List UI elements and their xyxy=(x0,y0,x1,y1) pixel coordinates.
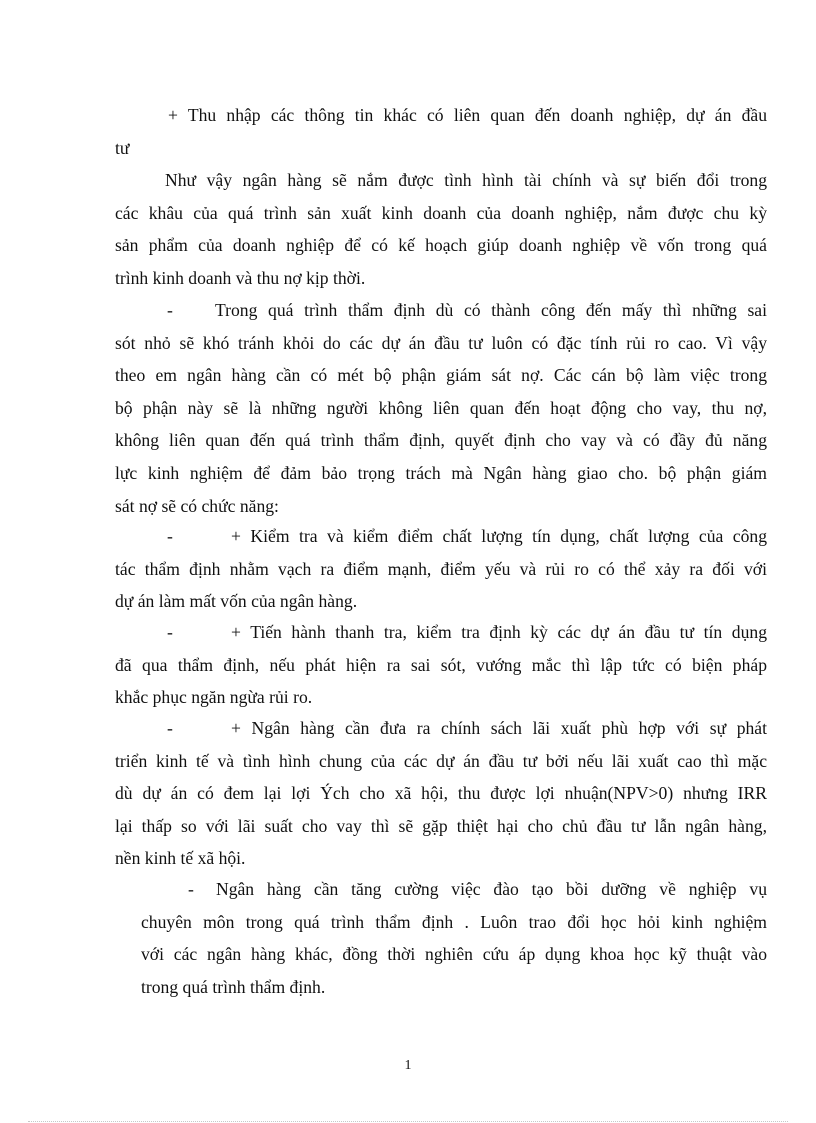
paragraph-line: với các ngân hàng khác, đồng thời nghiên cứu áp dụng khoa học kỹ thuật vào xyxy=(141,944,767,965)
paragraph-line: lực kinh nghiệm để đảm bảo trọng trách mà Ngân hàng giao cho. bộ phận giám xyxy=(115,462,767,483)
paragraph-line-text: + Tiến hành thanh tra, kiểm tra định kỳ các dự án đầu tư tín dụng xyxy=(231,622,767,642)
paragraph-line: dự án làm mất vốn của ngân hàng. xyxy=(115,591,358,612)
paragraph-nhu-vay xyxy=(115,164,767,294)
paragraph-line: sót nhỏ sẽ khó tránh khỏi do các dự án đầu tư luôn có đặc tính rủi ro cao. Vì vậy xyxy=(115,332,767,353)
paragraph-line-text: + Kiểm tra và kiểm điểm chất lượng tín dụng, chất lượng của công xyxy=(231,526,767,546)
paragraph-line: khắc phục ngăn ngừa rủi ro. xyxy=(115,687,313,708)
paragraph-line-text: Ngân hàng cần tăng cường việc đào tạo bồi dưỡng về nghiệp vụ xyxy=(216,879,767,899)
paragraph-line-text: + Ngân hàng cần đưa ra chính sách lãi xuất phù hợp với sự phát xyxy=(231,718,767,738)
paragraph-giam-sat-no xyxy=(115,294,767,522)
list-dash: - xyxy=(167,718,173,738)
paragraph-line: nền kinh tế xã hội. xyxy=(115,848,246,869)
paragraph-line-text: Trong quá trình thẩm định dù có thành công đến mấy thì những sai xyxy=(215,300,767,320)
paragraph-line: tư xyxy=(115,137,130,158)
list-dash: - xyxy=(167,300,173,320)
list-dash: - xyxy=(167,526,173,546)
paragraph-line: sản phẩm của doanh nghiệp để có kế hoạch giúp doanh nghiệp về vốn trong quá xyxy=(115,235,767,256)
paragraph-kiem-tra xyxy=(115,520,767,618)
paragraph-line: không liên quan đến quá trình thẩm định, quyết định cho vay và có đầy đủ năng xyxy=(115,430,767,451)
paragraph-line: chuyên môn trong quá trình thẩm định . Luôn trao đổi học hỏi kinh nghiệm xyxy=(141,911,767,932)
paragraph-line xyxy=(115,712,767,745)
paragraph-line: bộ phận này sẽ là những người không liên quan đến hoạt động cho vay, thu nợ, xyxy=(115,397,767,418)
paragraph-lai-xuat xyxy=(115,712,767,875)
page-number: 1 xyxy=(404,1058,412,1073)
paragraph-line: đã qua thẩm định, nếu phát hiện ra sai sót, vướng mắc thì lập tức có biện pháp xyxy=(115,654,767,675)
paragraph-line: lại thấp so với lãi suất cho vay thì sẽ gặp thiệt hại cho chủ đầu tư lẫn ngân hàng, xyxy=(115,815,767,836)
list-dash: - xyxy=(188,879,194,899)
paragraph-line: triển kinh tế và tình hình chung của các dự án đầu tư bởi nếu lãi xuất cao thì mặc xyxy=(115,750,767,771)
paragraph-line: trong quá trình thẩm định. xyxy=(141,976,326,997)
paragraph-dao-tao xyxy=(141,873,767,1003)
paragraph-line xyxy=(141,873,767,906)
paragraph-line: tác thẩm định nhằm vạch ra điểm mạnh, điểm yếu và rủi ro có thể xảy ra đối với xyxy=(115,558,767,579)
paragraph-thu-nhap xyxy=(115,99,767,164)
paragraph-line: Như vậy ngân hàng sẽ nắm được tình hình tài chính và sự biến đổi trong xyxy=(165,170,767,190)
paragraph-line: + Thu nhập các thông tin khác có liên quan đến doanh nghiệp, dự án đầu xyxy=(168,105,767,125)
paragraph-line xyxy=(115,520,767,553)
paragraph-line: trình kinh doanh và thu nợ kịp thời. xyxy=(115,267,366,288)
paragraph-line: dù dự án có đem lại lợi Ých cho xã hội, thu được lợi nhuận(NPV>0) nhưng IRR xyxy=(115,783,767,804)
paragraph-thanh-tra xyxy=(115,616,767,714)
paragraph-line: các khâu của quá trình sản xuất kinh doanh của doanh nghiệp, nắm được chu kỳ xyxy=(115,202,767,223)
page-bottom-divider xyxy=(28,1121,788,1122)
paragraph-line: theo em ngân hàng cần có mét bộ phận giám sát nợ. Các cán bộ làm việc trong xyxy=(115,365,767,386)
paragraph-line xyxy=(115,616,767,649)
paragraph-line xyxy=(115,294,767,327)
paragraph-line: sát nợ sẽ có chức năng: xyxy=(115,495,279,516)
list-dash: - xyxy=(167,622,173,642)
